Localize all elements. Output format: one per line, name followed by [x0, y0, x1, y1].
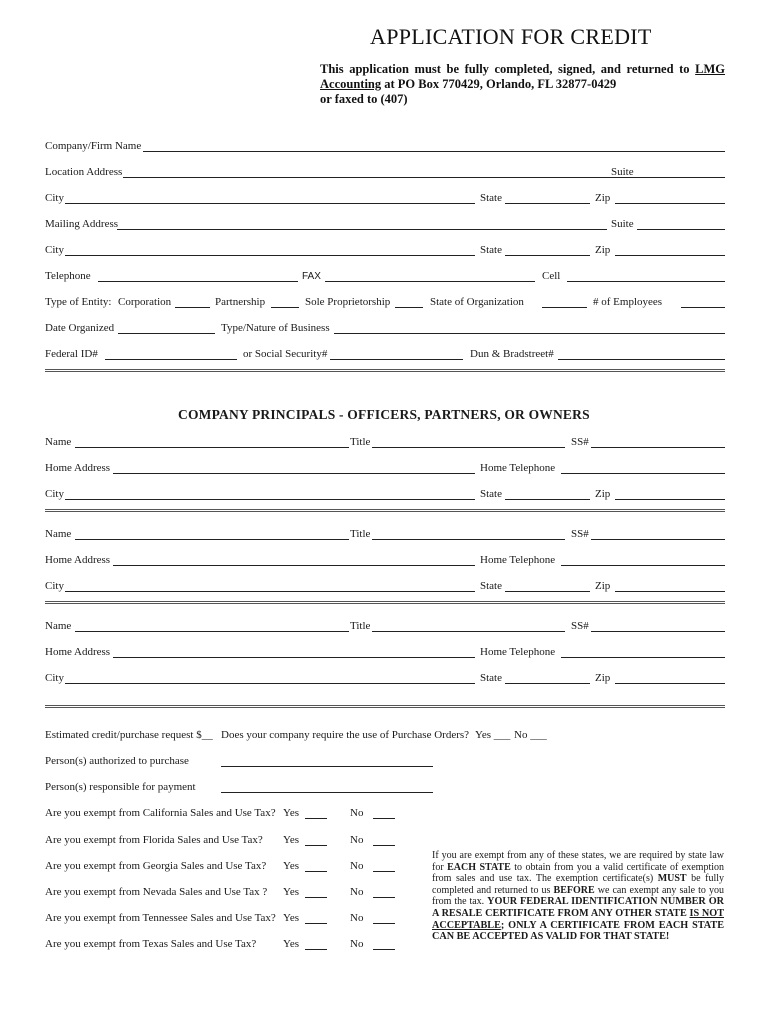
- field-authorized[interactable]: [221, 766, 433, 767]
- principal-3-field-city[interactable]: [65, 683, 475, 684]
- purchase-orders-yes[interactable]: Yes ___: [475, 729, 511, 741]
- row-firm-name: [45, 139, 725, 153]
- principal-2-field-city[interactable]: [65, 591, 475, 592]
- label-mailing-zip: Zip: [595, 244, 611, 256]
- principal-3-field-name[interactable]: [75, 631, 349, 632]
- row-entity: [45, 295, 725, 309]
- exempt-yes-label: Yes: [283, 938, 300, 950]
- exempt-yes-label: Yes: [283, 886, 300, 898]
- principal-3-field-zip[interactable]: [615, 683, 725, 684]
- exemption-note: [432, 850, 724, 943]
- principal-3-city-row: [45, 671, 725, 685]
- principal-3-label-zip: Zip: [595, 672, 611, 684]
- page-title: APPLICATION FOR CREDIT: [370, 24, 652, 49]
- exempt-row-texas: [45, 937, 405, 951]
- principal-2-field-name[interactable]: [75, 539, 349, 540]
- principal-1-label-city: City: [45, 488, 64, 500]
- principal-3-label-ss: SS#: [571, 620, 589, 632]
- field-fax[interactable]: [325, 281, 535, 282]
- label-firm-name: Company/Firm Name: [45, 140, 142, 152]
- principal-2-address-row: [45, 553, 725, 567]
- intro-line3: or faxed to (407): [320, 92, 408, 106]
- principal-3-label-name: Name: [45, 620, 72, 632]
- principal-1-separator: [45, 509, 725, 512]
- exempt-question-california: Are you exempt from California Sales and Use Tax?: [45, 807, 276, 819]
- row-city-1: [45, 191, 725, 205]
- exempt-row-georgia: [45, 859, 405, 873]
- principal-1-label-state: State: [480, 488, 502, 500]
- note-before: BEFORE: [553, 884, 595, 896]
- field-dun-bradstreet[interactable]: [558, 359, 725, 360]
- label-estimated-credit[interactable]: Estimated credit/purchase request $__: [45, 729, 213, 741]
- label-type-of-entity: Type of Entity:: [45, 296, 112, 308]
- principal-1-city-row: [45, 487, 725, 501]
- field-corporation[interactable]: [175, 307, 210, 308]
- field-mailing-zip[interactable]: [615, 255, 725, 256]
- field-city[interactable]: [65, 203, 475, 204]
- label-mailing-city: City: [45, 244, 64, 256]
- exempt-yes-label: Yes: [283, 860, 300, 872]
- label-date-organized: Date Organized: [45, 322, 115, 334]
- field-partnership[interactable]: [271, 307, 299, 308]
- exempt-row-tennessee: [45, 911, 405, 925]
- exempt-no-label: No: [350, 938, 364, 950]
- label-state: State: [480, 192, 502, 204]
- exempt-yes-label: Yes: [283, 807, 300, 819]
- intro-line1: This application must be fully completed, signed, and returned to: [320, 62, 690, 76]
- row-location-address: [45, 165, 725, 179]
- field-type-of-business[interactable]: [334, 333, 725, 334]
- principal-1-field-title[interactable]: [372, 447, 565, 448]
- note-must: MUST: [657, 873, 687, 885]
- principal-2-name-row: [45, 527, 725, 541]
- exempt-yes-field-florida[interactable]: [305, 845, 327, 846]
- field-cell[interactable]: [567, 281, 725, 282]
- note-part2: to obtain from you a valid certificate of exemption from sales and use tax. The exemption certificate(s): [432, 861, 725, 885]
- principal-1-field-state[interactable]: [505, 499, 590, 500]
- principal-3-name-row: [45, 619, 725, 633]
- label-partnership: Partnership: [215, 296, 266, 308]
- exempt-yes-label: Yes: [283, 912, 300, 924]
- exempt-no-label: No: [350, 912, 364, 924]
- label-suite: Suite: [611, 166, 634, 178]
- principal-3-label-home-address: Home Address: [45, 646, 111, 658]
- label-federal-id: Federal ID#: [45, 348, 98, 360]
- principal-1-label-home-telephone: Home Telephone: [480, 462, 556, 474]
- label-sole-proprietorship: Sole Proprietorship: [305, 296, 391, 308]
- note-part4: we can exempt any sale to you from the tax.: [432, 884, 725, 908]
- intro-text: [320, 62, 725, 107]
- note-is-not-acceptable: IS NOT ACCEPTABLE: [432, 907, 724, 931]
- field-num-employees[interactable]: [681, 307, 725, 308]
- intro-line2: at PO Box 770429, Orlando, FL 32877-0429: [384, 77, 617, 91]
- principal-1-label-title: Title: [350, 436, 371, 448]
- exempt-no-field-florida[interactable]: [373, 845, 395, 846]
- exempt-row-nevada: [45, 885, 405, 899]
- field-mailing-state[interactable]: [505, 255, 590, 256]
- principal-1-field-name[interactable]: [75, 447, 349, 448]
- label-city: City: [45, 192, 64, 204]
- principal-3-label-home-telephone: Home Telephone: [480, 646, 556, 658]
- exempt-yes-field-tennessee[interactable]: [305, 923, 327, 924]
- principal-3-label-title: Title: [350, 620, 371, 632]
- principal-2-label-home-address: Home Address: [45, 554, 111, 566]
- exempt-yes-field-nevada[interactable]: [305, 897, 327, 898]
- principal-2-field-ss[interactable]: [591, 539, 725, 540]
- field-date-organized[interactable]: [118, 333, 215, 334]
- field-firm-name[interactable]: [143, 151, 725, 152]
- principal-1-field-zip[interactable]: [615, 499, 725, 500]
- label-telephone: Telephone: [45, 270, 91, 282]
- principal-2-label-title: Title: [350, 528, 371, 540]
- label-fax: FAX: [302, 271, 321, 282]
- principal-2-city-row: [45, 579, 725, 593]
- exempt-no-label: No: [350, 834, 364, 846]
- exempt-question-florida: Are you exempt from Florida Sales and Use Tax?: [45, 834, 263, 846]
- principal-1-label-ss: SS#: [571, 436, 589, 448]
- row-mailing-address: [45, 217, 725, 231]
- label-zip: Zip: [595, 192, 611, 204]
- field-mailing-address[interactable]: [117, 229, 607, 230]
- label-num-employees: # of Employees: [593, 296, 663, 308]
- principal-1-label-zip: Zip: [595, 488, 611, 500]
- field-responsible[interactable]: [221, 792, 433, 793]
- field-suite[interactable]: [637, 177, 725, 178]
- row-telephone: [45, 269, 725, 283]
- principal-2-field-home-address[interactable]: [113, 565, 475, 566]
- exempt-question-texas: Are you exempt from Texas Sales and Use Tax?: [45, 938, 257, 950]
- exempt-no-field-nevada[interactable]: [373, 897, 395, 898]
- field-telephone[interactable]: [98, 281, 298, 282]
- exempt-no-field-georgia[interactable]: [373, 871, 395, 872]
- exempt-question-tennessee: Are you exempt from Tennessee Sales and Use Tax?: [45, 912, 276, 924]
- exempt-no-label: No: [350, 860, 364, 872]
- label-corporation: Corporation: [118, 296, 172, 308]
- label-purchase-orders: Does your company require the use of Purchase Orders?: [221, 729, 470, 741]
- exempt-no-label: No: [350, 807, 364, 819]
- principal-2-label-name: Name: [45, 528, 72, 540]
- label-mailing-state: State: [480, 244, 502, 256]
- row-federal-id: [45, 347, 725, 361]
- separator: [45, 369, 725, 372]
- principal-1-field-home-address[interactable]: [113, 473, 475, 474]
- principal-1-field-city[interactable]: [65, 499, 475, 500]
- label-cell: Cell: [542, 270, 561, 282]
- field-zip[interactable]: [615, 203, 725, 204]
- exempt-yes-field-california[interactable]: [305, 818, 327, 819]
- exempt-row-california: [45, 806, 405, 820]
- field-federal-id[interactable]: [105, 359, 237, 360]
- principal-2-label-zip: Zip: [595, 580, 611, 592]
- principal-2-separator: [45, 601, 725, 604]
- exempt-row-florida: [45, 833, 405, 847]
- lmg-text: LMG: [695, 62, 725, 76]
- label-dun-bradstreet: Dun & Bradstreet#: [470, 348, 554, 360]
- label-authorized: Person(s) authorized to purchase: [45, 755, 189, 767]
- principal-1-field-home-telephone[interactable]: [561, 473, 725, 474]
- note-caps2: ; ONLY A CERTIFICATE FROM EACH STATE CAN BE ACCEPTED AS VALID FOR THAT STATE!: [432, 919, 724, 943]
- exempt-yes-field-texas[interactable]: [305, 949, 327, 950]
- row-date-organized: [45, 321, 725, 335]
- label-state-of-organization: State of Organization: [430, 296, 524, 308]
- note-caps1: YOUR FEDERAL IDENTIFICATION NUMBER OR A RESALE CERTIFICATE FROM ANY OTHER STATE: [432, 896, 724, 919]
- exempt-yes-field-georgia[interactable]: [305, 871, 327, 872]
- row-authorized: [45, 754, 725, 768]
- exempt-no-field-california[interactable]: [373, 818, 395, 819]
- principal-1-field-ss[interactable]: [591, 447, 725, 448]
- field-sole-proprietorship[interactable]: [395, 307, 423, 308]
- field-mailing-city[interactable]: [65, 255, 475, 256]
- note-part1: If you are exempt from any of these states, we are required by state law for: [432, 850, 724, 873]
- row-city-2: [45, 243, 725, 257]
- accounting-text: Accounting: [320, 77, 382, 91]
- exempt-question-nevada: Are you exempt from Nevada Sales and Use Tax ?: [45, 886, 268, 898]
- principal-1-label-home-address: Home Address: [45, 462, 111, 474]
- label-type-of-business: Type/Nature of Business: [221, 322, 330, 334]
- principal-3-address-row: [45, 645, 725, 659]
- field-social-security[interactable]: [330, 359, 463, 360]
- row-responsible: [45, 780, 725, 794]
- principal-1-address-row: [45, 461, 725, 475]
- principal-2-field-title[interactable]: [372, 539, 565, 540]
- principal-3-label-city: City: [45, 672, 64, 684]
- principal-2-label-city: City: [45, 580, 64, 592]
- principal-1-name-row: [45, 435, 725, 449]
- principal-1-label-name: Name: [45, 436, 72, 448]
- label-social-security: or Social Security#: [243, 348, 328, 360]
- principal-2-label-ss: SS#: [571, 528, 589, 540]
- exempt-yes-label: Yes: [283, 834, 300, 846]
- principal-3-field-ss[interactable]: [591, 631, 725, 632]
- field-state-of-organization[interactable]: [542, 307, 587, 308]
- exempt-no-label: No: [350, 886, 364, 898]
- principal-2-label-state: State: [480, 580, 502, 592]
- field-mailing-suite[interactable]: [637, 229, 725, 230]
- principal-3-label-state: State: [480, 672, 502, 684]
- principal-2-field-state[interactable]: [505, 591, 590, 592]
- principal-2-field-home-telephone[interactable]: [561, 565, 725, 566]
- exempt-question-georgia: Are you exempt from Georgia Sales and Use Tax?: [45, 860, 267, 872]
- principal-3-field-home-address[interactable]: [113, 657, 475, 658]
- purchase-orders-no[interactable]: No ___: [514, 729, 547, 741]
- principal-2-label-home-telephone: Home Telephone: [480, 554, 556, 566]
- row-estimated-credit: [45, 728, 725, 742]
- principal-3-separator: [45, 705, 725, 708]
- label-responsible: Person(s) responsible for payment: [45, 781, 196, 793]
- field-state[interactable]: [505, 203, 590, 204]
- principal-3-field-title[interactable]: [372, 631, 565, 632]
- label-location-address: Location Address: [45, 166, 123, 178]
- principal-3-field-state[interactable]: [505, 683, 590, 684]
- principal-2-field-zip[interactable]: [615, 591, 725, 592]
- note-part3: be fully completed and returned to us: [432, 873, 724, 896]
- label-mailing-address: Mailing Address: [45, 218, 119, 230]
- note-each-state: EACH STATE: [447, 861, 511, 873]
- principals-heading: COMPANY PRINCIPALS - OFFICERS, PARTNERS, OR OWNERS: [178, 407, 590, 422]
- exempt-no-field-texas[interactable]: [373, 949, 395, 950]
- label-mailing-suite: Suite: [611, 218, 634, 230]
- principal-3-field-home-telephone[interactable]: [561, 657, 725, 658]
- field-location-address[interactable]: [123, 177, 653, 178]
- exempt-no-field-tennessee[interactable]: [373, 923, 395, 924]
